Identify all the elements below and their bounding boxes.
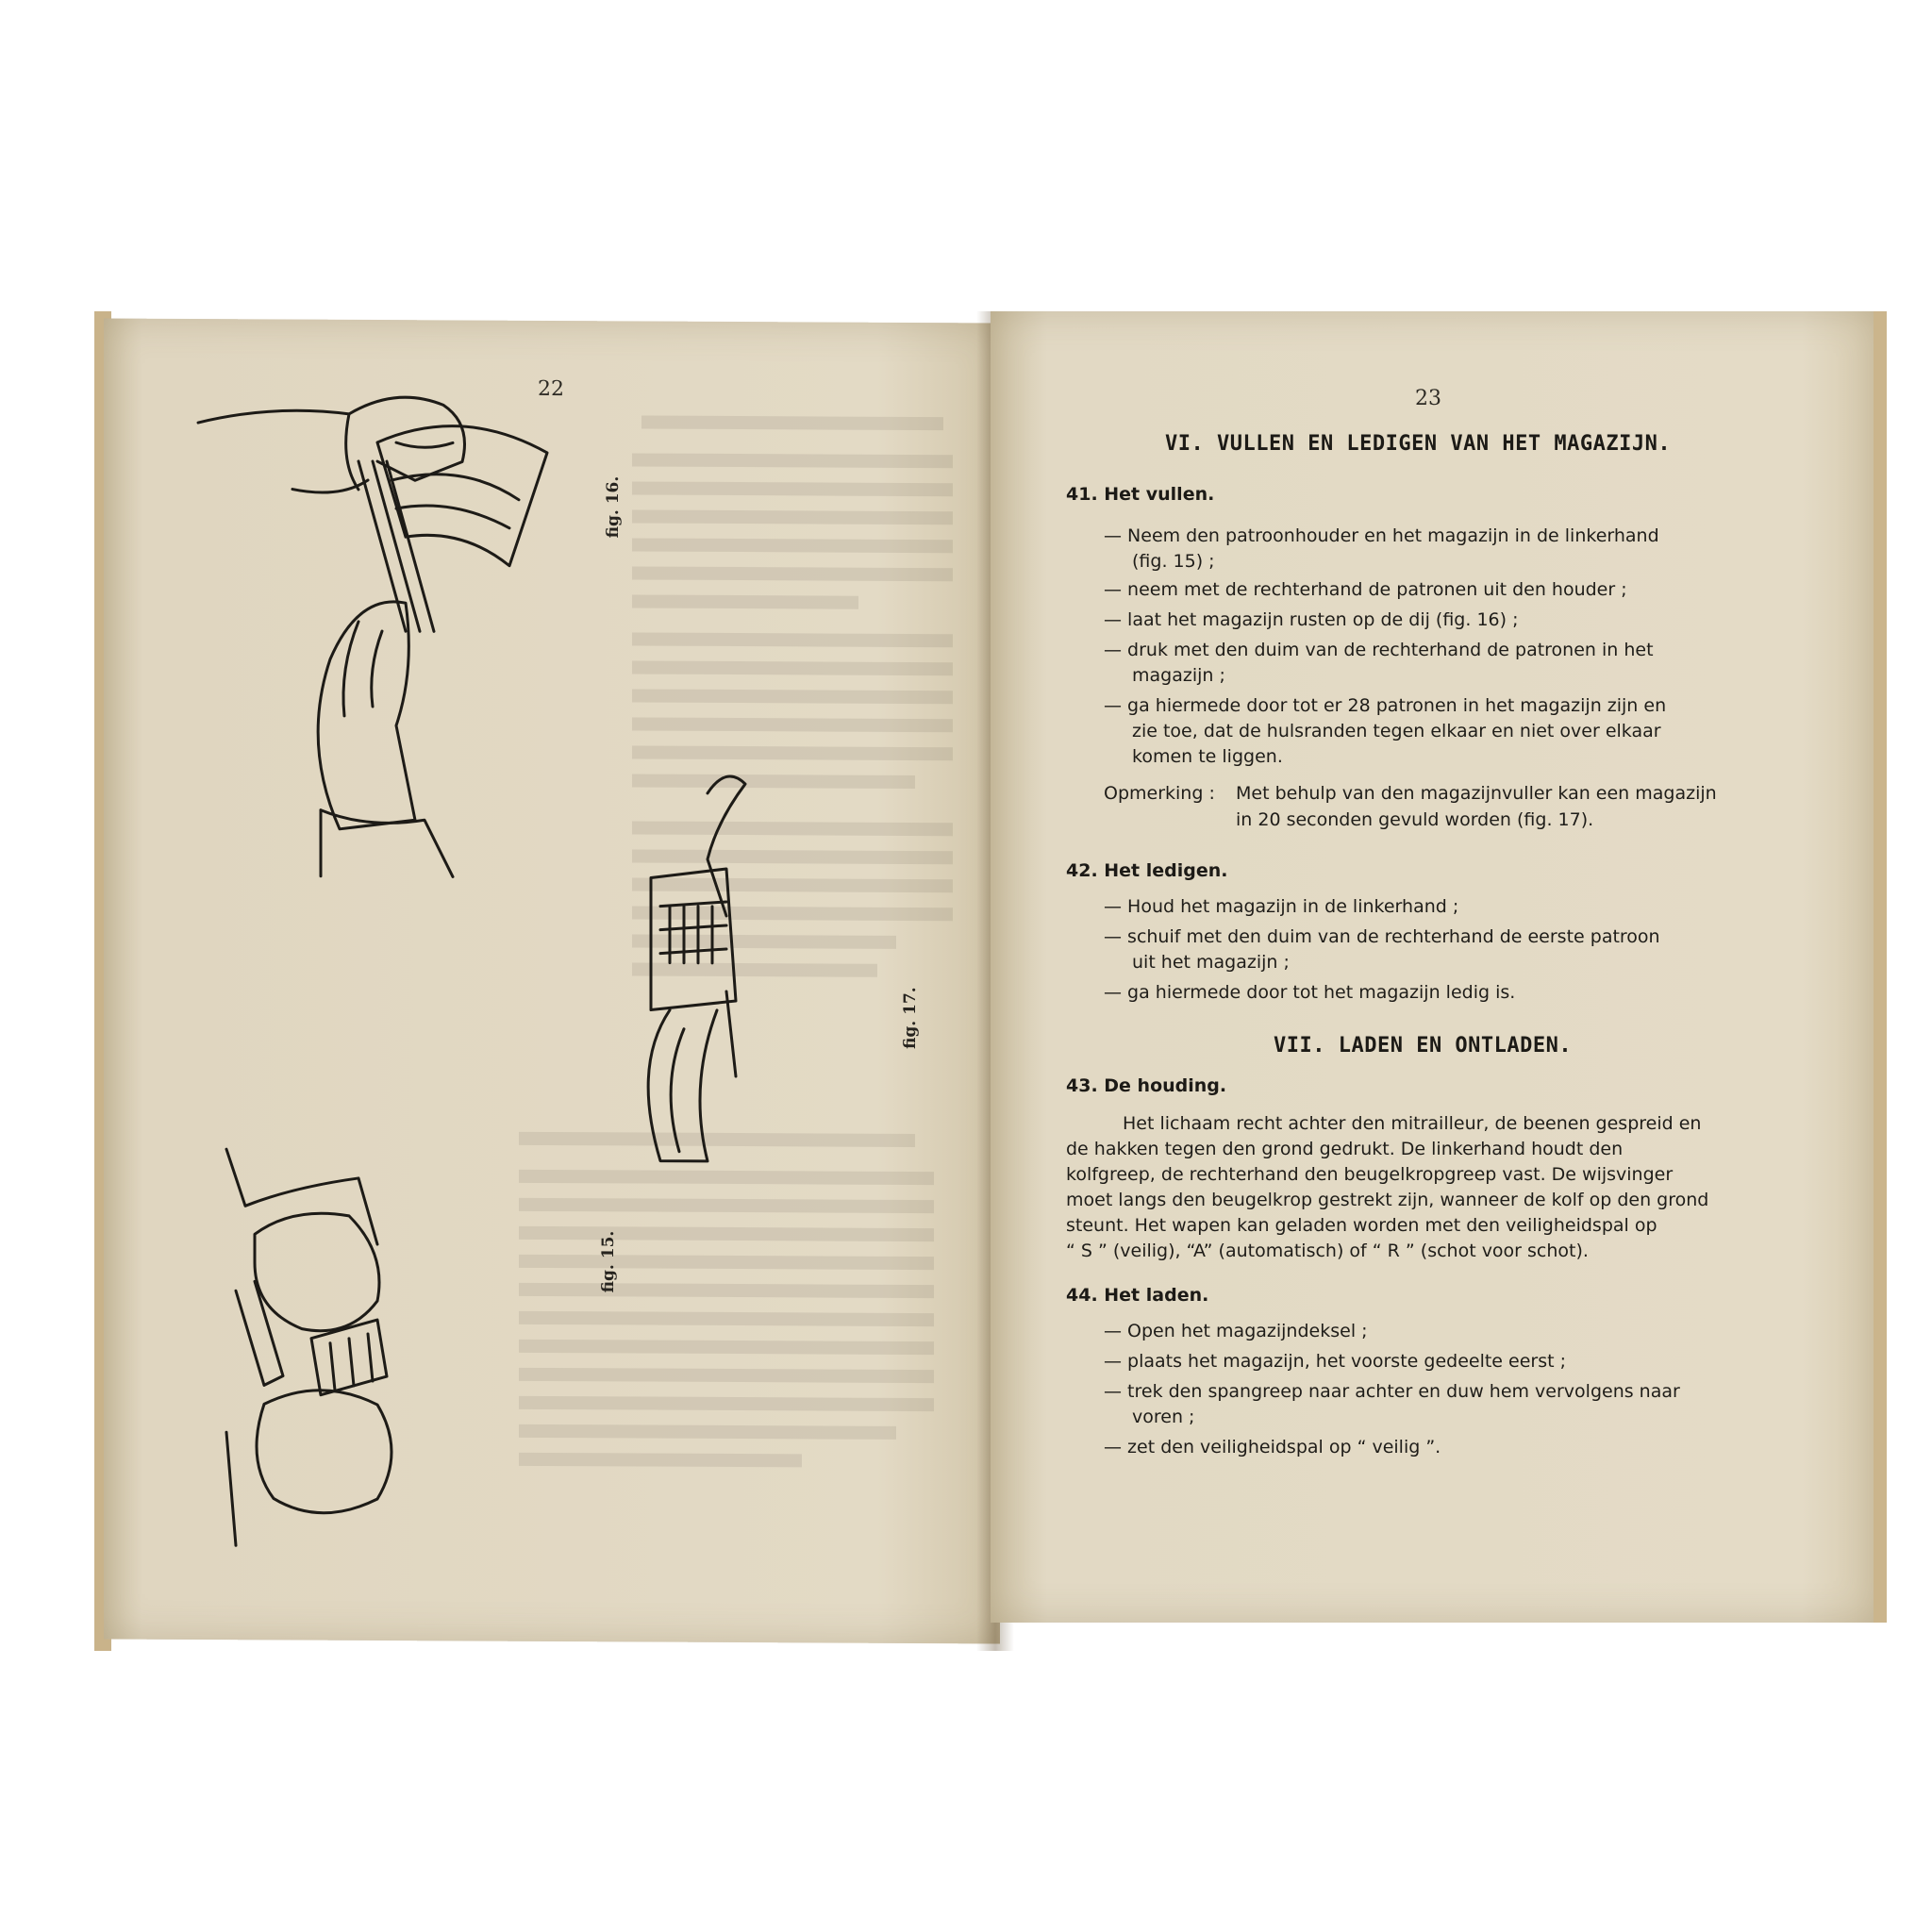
s41-heading: 41. Het vullen. xyxy=(1066,484,1215,505)
open-booklet xyxy=(94,311,1887,1651)
figure-15-illustration xyxy=(217,1149,481,1546)
left-page xyxy=(104,319,1000,1644)
s44-line: — Open het magazijndeksel ; xyxy=(1104,1321,1368,1341)
s44-line: — zet den veiligheidspal op “ veilig ”. xyxy=(1104,1437,1441,1457)
s41-line: — laat het magazijn rusten op de dij (fig. 16) ; xyxy=(1104,609,1519,630)
right-page-number: 23 xyxy=(1415,387,1441,410)
s44-heading: 44. Het laden. xyxy=(1066,1285,1209,1306)
s44-line: voren ; xyxy=(1132,1407,1195,1427)
s43-heading: 43. De houding. xyxy=(1066,1075,1227,1096)
s43-line: “ S ” (veilig), “A” (automatisch) of “ R ” (schot voor schot). xyxy=(1066,1241,1589,1261)
left-page-number: 22 xyxy=(538,376,564,402)
s43-line: steunt. Het wapen kan geladen worden met den veiligheidspal op xyxy=(1066,1215,1657,1236)
right-page-edge xyxy=(1874,311,1887,1623)
s41-line: zie toe, dat de hulsranden tegen elkaar en niet over elkaar xyxy=(1132,721,1661,741)
s41-line: magazijn ; xyxy=(1132,665,1225,686)
figure-16-illustration xyxy=(179,385,575,877)
fig-17-label: fig. 17. xyxy=(901,987,920,1050)
section-vi-title: VI. VULLEN EN LEDIGEN VAN HET MAGAZIJN. xyxy=(1165,432,1672,456)
section-vii-title: VII. LADEN EN ONTLADEN. xyxy=(1274,1034,1573,1058)
s41-line: — Neem den patroonhouder en het magazijn in de linkerhand xyxy=(1104,525,1659,546)
s41-remark-line: Met behulp van den magazijnvuller kan een magazijn xyxy=(1236,783,1717,804)
s43-line: de hakken tegen den grond gedrukt. De linkerhand houdt den xyxy=(1066,1139,1624,1159)
s42-line: uit het magazijn ; xyxy=(1132,952,1290,973)
s43-line: kolfgreep, de rechterhand den beugelkropgreep vast. De wijsvinger xyxy=(1066,1164,1674,1185)
right-page xyxy=(991,311,1877,1623)
s42-line: — ga hiermede door tot het magazijn ledig is. xyxy=(1104,982,1516,1003)
s42-line: — Houd het magazijn in de linkerhand ; xyxy=(1104,896,1459,917)
s44-line: — plaats het magazijn, het voorste gedeelte eerst ; xyxy=(1104,1351,1567,1372)
s42-heading: 42. Het ledigen. xyxy=(1066,860,1228,881)
figure-17-illustration xyxy=(594,764,821,1199)
s41-line: komen te liggen. xyxy=(1132,746,1283,767)
s41-remark-label: Opmerking : xyxy=(1104,783,1215,804)
s41-line: — ga hiermede door tot er 28 patronen in het magazijn zijn en xyxy=(1104,695,1667,716)
s42-line: — schuif met den duim van de rechterhand de eerste patroon xyxy=(1104,926,1660,947)
s44-line: — trek den spangreep naar achter en duw hem vervolgens naar xyxy=(1104,1381,1680,1402)
fig-16-label: fig. 16. xyxy=(604,475,623,539)
s41-line: — neem met de rechterhand de patronen uit den houder ; xyxy=(1104,579,1627,600)
s41-line: — druk met den duim van de rechterhand de patronen in het xyxy=(1104,640,1654,660)
s43-line: Het lichaam recht achter den mitrailleur, de beenen gespreid en xyxy=(1123,1113,1702,1134)
s41-remark-line: in 20 seconden gevuld worden (fig. 17). xyxy=(1236,809,1594,830)
fig-15-label: fig. 15. xyxy=(599,1230,618,1293)
s43-line: moet langs den beugelkrop gestrekt zijn, wanneer de kolf op den grond xyxy=(1066,1190,1709,1210)
s41-line: (fig. 15) ; xyxy=(1132,551,1215,572)
